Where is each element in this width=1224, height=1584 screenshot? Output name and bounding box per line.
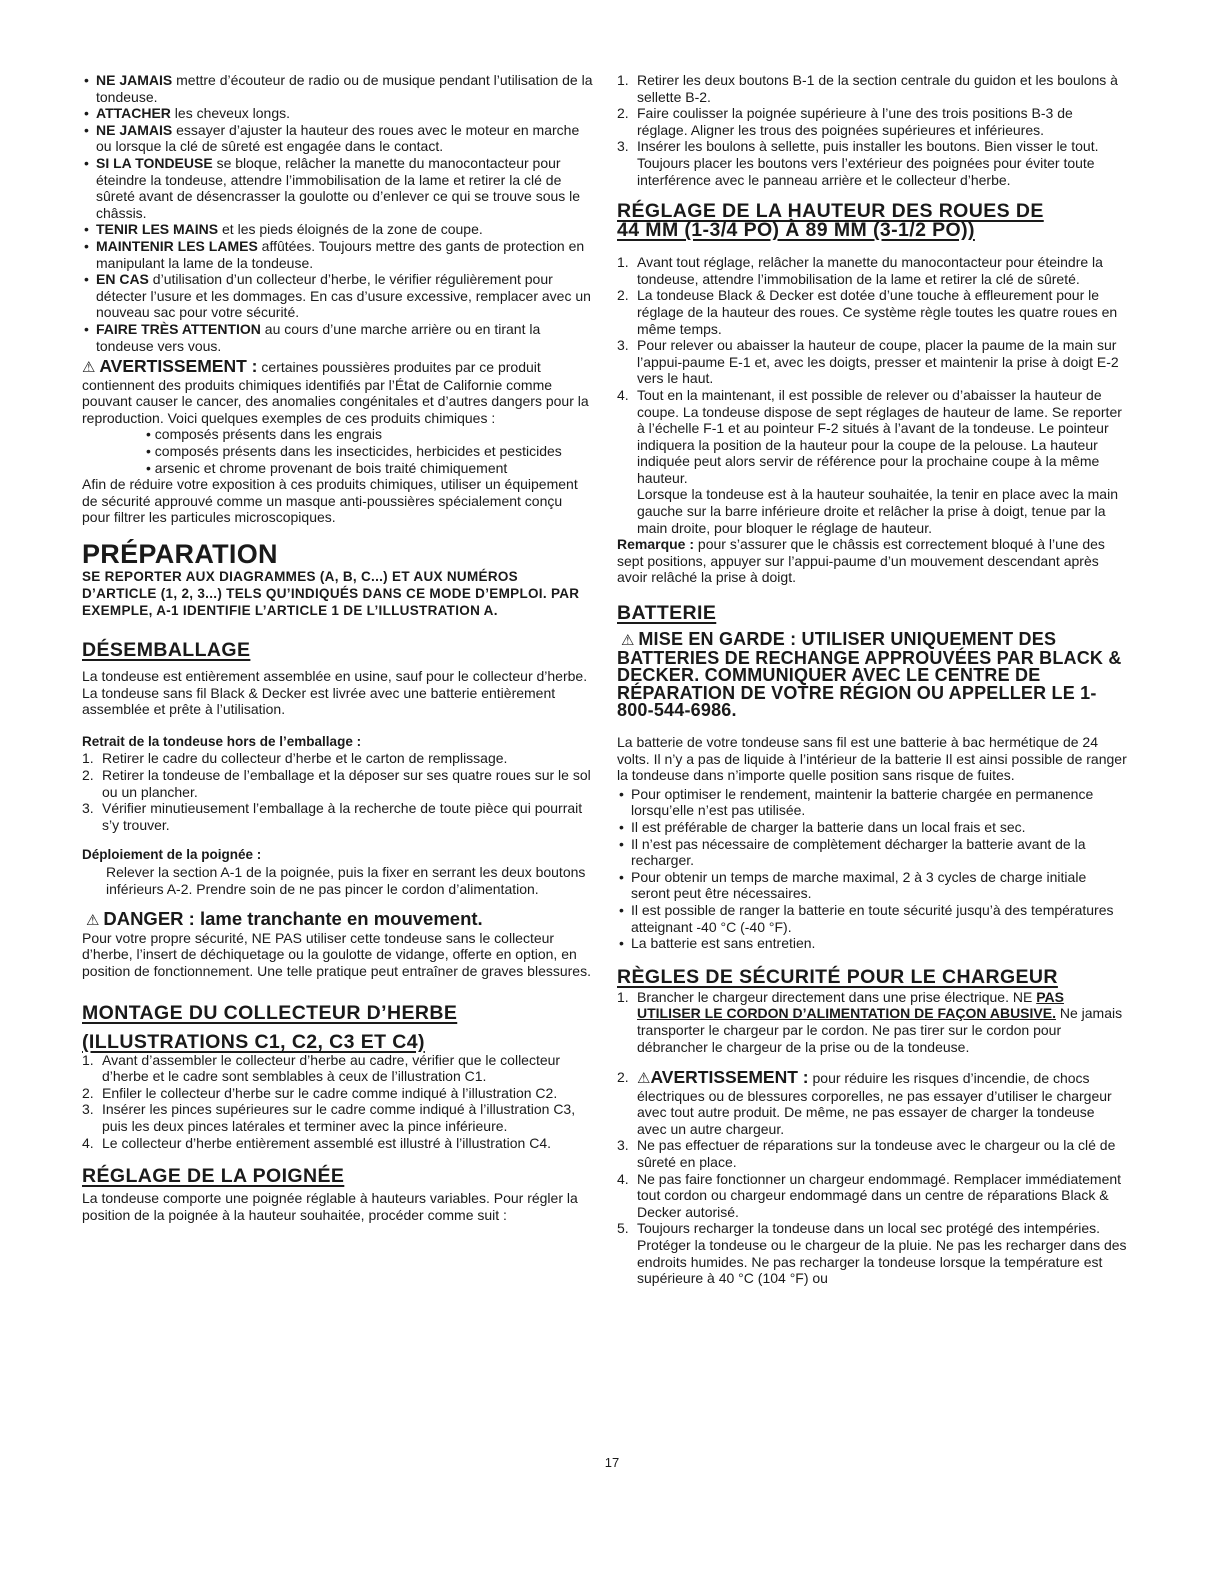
deploiement-title: Déploiement de la poignée : bbox=[82, 847, 262, 863]
montage-steps bbox=[82, 1052, 594, 1152]
list-item: • Il n’est pas nécessaire de complètement décharger la batterie avant de la recharger. bbox=[617, 836, 1127, 869]
batterie-bullets bbox=[617, 786, 1127, 952]
poignee-text: La tondeuse comporte une poignée réglable à hauteurs variables. Pour régler la position de la poignée à la hauteur souhaitée, procéder comme suit : bbox=[82, 1190, 578, 1223]
warning-triangle-icon: ⚠ bbox=[86, 912, 100, 930]
batterie-title: BATTERIE bbox=[617, 602, 717, 625]
list-item: 4. Ne pas faire fonctionner un chargeur endommagé. Remplacer immédiatement tout cordon ou chargeur endommagé dans un centre de réparations Black & Decker autorisé. bbox=[617, 1170, 1122, 1220]
desemballage-title: DÉSEMBALLAGE bbox=[82, 639, 251, 662]
list-item: 1. Retirer les deux boutons B-1 de la section centrale du guidon et les boulons à sellette B-2. bbox=[617, 72, 1118, 105]
list-item: 1. Avant tout réglage, relâcher la manette du manocontacteur pour éteindre la tondeuse, attendre l’immobilisation de la lame et retirer la clé de sûreté. bbox=[617, 254, 1103, 287]
list-item: • FAIRE TRÈS ATTENTION au cours d’une marche arrière ou en tirant la tondeuse vers vous. bbox=[82, 321, 594, 354]
chargeur-steps bbox=[617, 989, 1127, 1287]
list-item: • Il est préférable de charger la batterie dans un local frais et sec. bbox=[617, 819, 1127, 836]
list-item: • SI LA TONDEUSE se bloque, relâcher la manette du manocontacteur pour éteindre la tondeuse, attendre l’immobilisation de la lame et retirer la clé de sûreté avant de désencrasser la goulotte ou d’enlever ce qui se trouve sous le châssis. bbox=[82, 155, 594, 221]
deploiement-text: Relever la section A-1 de la poignée, puis la fixer en serrant les deux boutons inférieurs A-2. Prendre soin de ne pas pincer le cordon d’alimentation. bbox=[106, 863, 586, 897]
retrait-title: Retrait de la tondeuse hors de l’emballage : bbox=[82, 733, 362, 749]
retrait-steps bbox=[82, 750, 594, 833]
list-item: 5. Toujours recharger la tondeuse dans un local sec protégé des intempéries. Protéger la tondeuse ou le chargeur de la pluie. Ne pas les recharger dans des endroits humides. Ne pas recharger la tondeuse lorsque la température est supérieure à 40 °C (104 °F) ou bbox=[617, 1220, 1127, 1287]
list-item: • Pour obtenir un temps de marche maximal, 2 à 3 cycles de charge initiale seront peut être nécessaires. bbox=[617, 869, 1127, 902]
warning-triangle-icon: ⚠ bbox=[621, 632, 635, 650]
list-item: • Il est possible de ranger la batterie en toute sécurité jusqu’à des températures atteignant -40 °C (-40 °F). bbox=[617, 902, 1127, 935]
list-item: 1. Retirer le cadre du collecteur d’herbe et le carton de remplissage. bbox=[82, 750, 508, 767]
poignee-title: RÉGLAGE DE LA POIGNÉE bbox=[82, 1165, 345, 1188]
list-item: 3. Pour relever ou abaisser la hauteur de coupe, placer la paume de la main sur l’appui-paume E-1 et, avec les doigts, presser et maintenir la prise à doigt E-2 vers le haut. bbox=[617, 337, 1119, 387]
list-item: • NE JAMAIS mettre d’écouteur de radio ou de musique pendant l’utilisation de la tondeuse. bbox=[82, 72, 594, 105]
batterie-text: La batterie de votre tondeuse sans fil est une batterie à bac hermétique de 24 volts. Il n’y a pas de liquide à l’intérieur de la batterie Il est ainsi possible de ranger la tondeuse dans n’importe quelle position sans risque de fuites. bbox=[617, 734, 1127, 784]
list-item: 4. Le collecteur d’herbe entièrement assemblé est illustré à l’illustration C4. bbox=[82, 1134, 551, 1151]
right-column bbox=[617, 72, 1127, 1287]
warning-block: ⚠ AVERTISSEMENT : certaines poussières produites par ce produit contiennent des produits chimiques identifiés par l’État de Californie comme pouvant causer le cancer, des anomalies congénitales et d’autres dangers pour la reproduction. Voici quelques exemples de ces produits chimiques : • composés présents dans les engrais • composés présents dans les insecticides, herbicides et pesticides • arsenic et chrome provenant de bois traité chimiquement Afin de réduire votre exposition à ces produits chimiques, utiliser un équipement de sécurité approuvé comme un masque anti-poussières spécialement conçu pour filtrer les particules microscopiques. bbox=[82, 358, 594, 526]
list-item: 4. Tout en la maintenant, il est possible de relever ou d’abaisser la hauteur de coupe. La tondeuse dispose de sept réglages de hauteur de lame. Se reporter à l’échelle F-1 et au pointeur F-2 situés à l’avant de la tondeuse. Le pointeur indiquera la position de la hauteur pour la coupe de la pelouse. La hauteur indiquée peut alors servir de référence pour la prochaine coupe à la même hauteur. Lorsque la tondeuse est à la hauteur souhaitée, la tenir en place avec la main gauche sur la barre inférieure droite et relâcher la prise à doigt, tenue par la main droite, pour bloquer le réglage de hauteur. bbox=[617, 386, 1122, 536]
list-item: • La batterie est sans entretien. bbox=[617, 935, 1127, 952]
poignee-steps bbox=[617, 72, 1127, 188]
list-item: 2. ⚠AVERTISSEMENT : pour réduire les risques d’incendie, de chocs électriques ou de blessures corporelles, ne pas essayer d’utiliser le chargeur avec tout autre produit. De même, ne pas essayer de charger la tondeuse avec un autre chargeur. bbox=[617, 1067, 1112, 1137]
mise-en-garde: ⚠ MISE EN GARDE : UTILISER UNIQUEMENT DES BATTERIES DE RECHANGE APPROUVÉES PAR BLACK & DECKER. COMMUNIQUER AVEC LE CENTRE DE RÉPARATION DE VOTRE RÉGION OU APPELLER LE 1-800-544-6986. bbox=[617, 629, 1122, 721]
hauteur-title: RÉGLAGE DE LA HAUTEUR DES ROUES DE 44 MM (1-3/4 PO) À 89 MM (3-1/2 PO)) bbox=[617, 200, 1044, 242]
warning-triangle-icon: ⚠ bbox=[82, 359, 96, 377]
list-item: 3. Insérer les boulons à sellette, puis installer les boutons. Bien visser le tout. Toujours placer les boutons vers l’extérieur des poignées pour éviter toute interférence avec le panneau arrière et le collecteur d’herbe. bbox=[617, 138, 1099, 188]
chargeur-title: RÈGLES DE SÉCURITÉ POUR LE CHARGEUR bbox=[617, 965, 1058, 988]
chemical-list: • composés présents dans les engrais • composés présents dans les insecticides, herbicides et pesticides • arsenic et chrome provenant de bois traité chimiquement bbox=[146, 426, 562, 476]
list-item: 2. La tondeuse Black & Decker est dotée d’une touche à effleurement pour le réglage de la hauteur des roues. Ce système règle toutes les quatre roues en même temps. bbox=[617, 287, 1118, 337]
list-item: 2. Retirer la tondeuse de l’emballage et la déposer sur ses quatre roues sur le sol ou un plancher. bbox=[82, 767, 591, 800]
list-item: • MAINTENIR LES LAMES affûtées. Toujours mettre des gants de protection en manipulant la lame de la tondeuse. bbox=[82, 238, 594, 271]
warning-label: AVERTISSEMENT : bbox=[99, 356, 258, 377]
list-item: 3. Ne pas effectuer de réparations sur la tondeuse avec le chargeur ou la clé de sûreté en place. bbox=[617, 1137, 1116, 1171]
list-item: 3. Vérifier minutieusement l’emballage à la recherche de toute pièce qui pourrait s’y trouver. bbox=[82, 800, 583, 833]
preparation-title: PRÉPARATION bbox=[82, 539, 278, 570]
danger-text: Pour votre propre sécurité, NE PAS utiliser cette tondeuse sans le collecteur d’herbe, l’insert de déchiquetage ou la goulotte de vidange, offerte en option, en position de fonctionnement. Une telle pratique peut entraîner de graves blessures. bbox=[82, 929, 591, 979]
list-item: • EN CAS d’utilisation d’un collecteur d’herbe, le vérifier régulièrement pour détecter l’usure et les dommages. En cas d’usure excessive, remplacer avec un nouveau sac pour votre sécurité. bbox=[82, 271, 594, 321]
list-item: • NE JAMAIS essayer d’ajuster la hauteur des roues avec le moteur en marche ou lorsque la clé de sûreté est engagée dans le contact. bbox=[82, 122, 594, 155]
list-item: 2. Enfiler le collecteur d’herbe sur le cadre comme indiqué à l’illustration C2. bbox=[82, 1084, 558, 1101]
left-column bbox=[82, 72, 594, 1223]
list-item: 3. Insérer les pinces supérieures sur le cadre comme indiqué à l’illustration C3, puis les deux pinces latérales et terminer avec la pince inférieure. bbox=[82, 1101, 576, 1134]
list-item: • TENIR LES MAINS et les pieds éloignés de la zone de coupe. bbox=[82, 221, 594, 238]
montage-title: MONTAGE DU COLLECTEUR D’HERBE (ILLUSTRATIONS C1, C2, C3 ET C4) bbox=[82, 1001, 458, 1053]
list-item: 1. Brancher le chargeur directement dans une prise électrique. NE PAS UTILISER LE CORDON D’ALIMENTATION DE FAÇON ABUSIVE. Ne jamais transporter le chargeur par le cordon. Ne pas tirer sur le cordon pour débrancher le chargeur de la prise ou de la tondeuse. bbox=[617, 988, 1123, 1055]
hauteur-steps bbox=[617, 254, 1127, 536]
desemballage-intro: La tondeuse est entièrement assemblée en usine, sauf pour le collecteur d’herbe. La tondeuse sans fil Black & Decker est livrée avec une batterie entièrement assemblée et prête à l’utilisation. bbox=[82, 668, 588, 718]
list-item: • ATTACHER les cheveux longs. bbox=[82, 105, 594, 122]
list-item: 1. Avant d’assembler le collecteur d’herbe au cadre, vérifier que le collecteur d’herbe et le cadre sont semblables à ceux de l’illustration C1. bbox=[82, 1051, 561, 1085]
list-item: 2. Faire coulisser la poignée supérieure à l’une des trois positions B-3 de réglage. Aligner les trous des poignées supérieures et inférieures. bbox=[617, 105, 1073, 138]
page-number: 17 bbox=[604, 1455, 620, 1470]
danger-heading: ⚠ DANGER : lame tranchante en mouvement. bbox=[82, 911, 594, 930]
safety-bullet-list bbox=[82, 72, 594, 354]
list-item: • Pour optimiser le rendement, maintenir la batterie chargée en permanence lorsqu’elle n’est pas utilisée. bbox=[617, 786, 1127, 819]
remarque: Remarque : pour s’assurer que le châssis est correctement bloqué à l’une des sept positions, appuyer sur l’appui-paume d’un mouvement descendant après avoir relâché la prise à doigt. bbox=[617, 536, 1105, 586]
warning-triangle-icon: ⚠ bbox=[637, 1070, 651, 1088]
preparation-subtitle: SE REPORTER AUX DIAGRAMMES (A, B, C...) ET AUX NUMÉROS D’ARTICLE (1, 2, 3...) TELS QU’INDIQUÉS DANS CE MODE D’EMPLOI. PAR EXEMPLE, A-1 IDENTIFIE L’ARTICLE 1 DE L’ILLUSTRATION A. bbox=[82, 569, 580, 619]
